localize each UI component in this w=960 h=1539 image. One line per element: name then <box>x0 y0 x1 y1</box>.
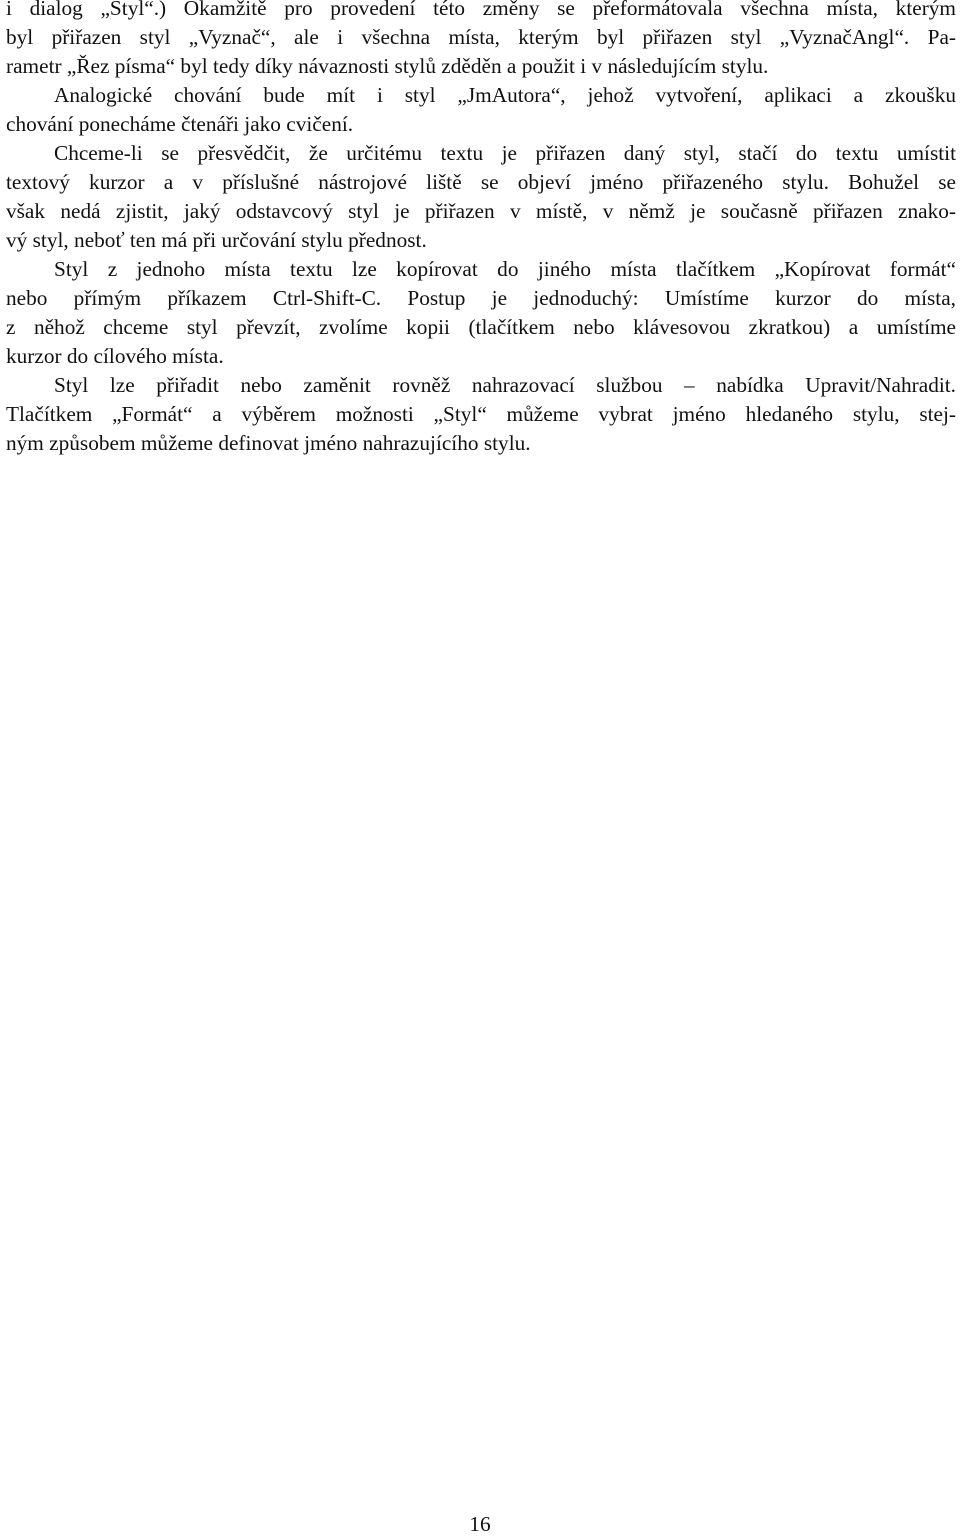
text-line: byl přiřazen styl „Vyznač“, ale i všechna místa, kterým byl přiřazen styl „VyznačAngl“. Pa- <box>6 25 956 49</box>
text-line: nebo přímým příkazem Ctrl-Shift-C. Postup je jednoduchý: Umístíme kurzor do místa, <box>6 286 956 310</box>
text-line: Chceme-li se přesvědčit, že určitému textu je přiřazen daný styl, stačí do textu umístit <box>54 141 956 165</box>
text-line: textový kurzor a v příslušné nástrojové liště se objeví jméno přiřazeného stylu. Bohužel se <box>6 170 956 194</box>
text-line: i dialog „Styl“.) Okamžitě pro provedení této změny se přeformátovala všechna místa, kterým <box>6 0 956 20</box>
text-line: Styl z jednoho místa textu lze kopírovat do jiného místa tlačítkem „Kopírovat formát“ <box>54 257 956 281</box>
text-line: Styl lze přiřadit nebo zaměnit rovněž nahrazovací službou – nabídka Upravit/Nahradit. <box>54 373 956 397</box>
text-line: vý styl, neboť ten má při určování stylu přednost. <box>6 228 427 252</box>
text-line: však nedá zjistit, jaký odstavcový styl je přiřazen v místě, v němž je současně přiřazen znako- <box>6 199 956 223</box>
page-number: 16 <box>469 1512 491 1536</box>
text-line: Tlačítkem „Formát“ a výběrem možnosti „Styl“ můžeme vybrat jméno hledaného stylu, stej- <box>6 402 956 426</box>
text-line: ným způsobem můžeme definovat jméno nahrazujícího stylu. <box>6 431 531 455</box>
text-line: Analogické chování bude mít i styl „JmAutora“, jehož vytvoření, aplikaci a zkoušku <box>54 83 956 107</box>
text-line: rametr „Řez písma“ byl tedy díky návaznosti stylů zděděn a použit i v následujícím stylu. <box>6 54 769 78</box>
text-line: chování ponecháme čtenáři jako cvičení. <box>6 112 354 136</box>
body-text <box>6 0 956 458</box>
text-line: z něhož chceme styl převzít, zvolíme kopii (tlačítkem nebo klávesovou zkratkou) a umístíme <box>6 315 956 339</box>
text-line: kurzor do cílového místa. <box>6 344 224 368</box>
